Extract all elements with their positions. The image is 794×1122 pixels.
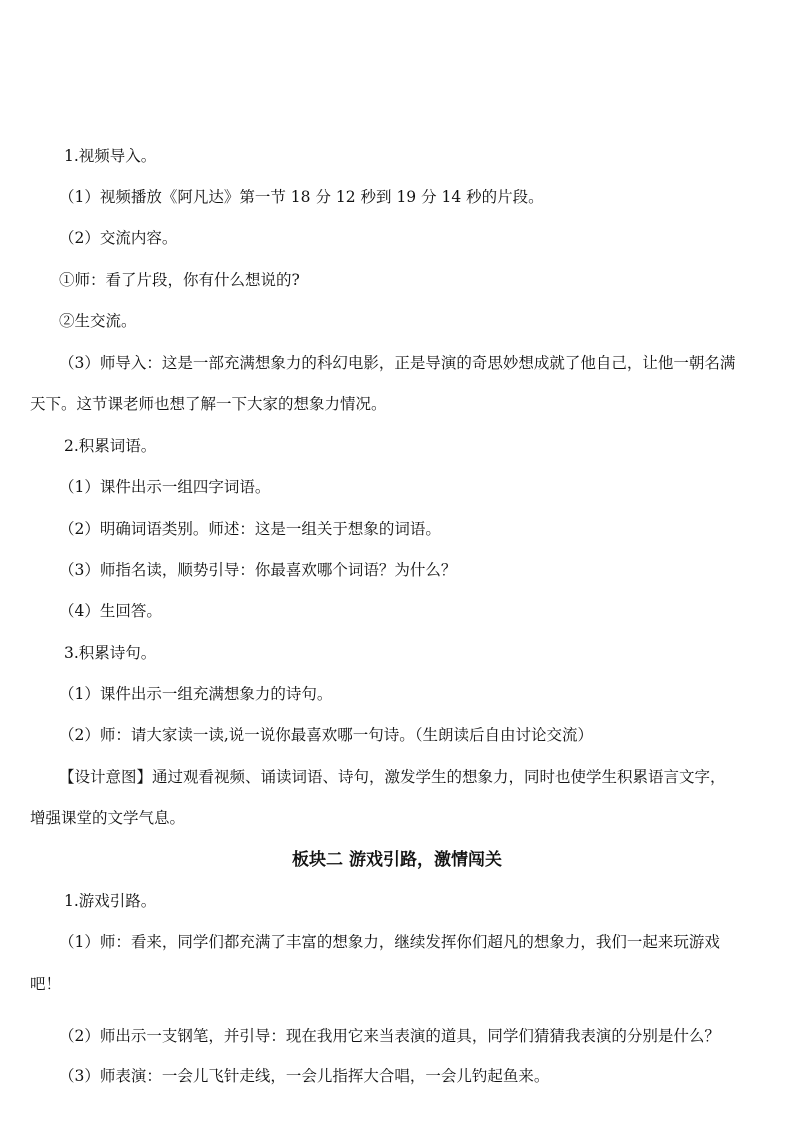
paragraph-continuation: 吧！ [30,975,62,993]
paragraph: （3）师导入：这是一部充满想象力的科幻电影，正是导演的奇思妙想成就了他自己，让他一朝名满 [59,354,736,372]
paragraph: ①师：看了片段，你有什么想说的? [59,271,300,289]
design-intent-note: 【设计意图】通过观看视频、诵读词语、诗句，激发学生的想象力，同时也使学生积累语言文字， [59,768,726,786]
section-heading: 板块二 游戏引路，激情闯关 [292,850,502,870]
paragraph: ②生交流。 [59,312,137,330]
section-item-2: 2.积累词语。 [64,437,157,455]
design-intent-note-continuation: 增强课堂的文学气息。 [30,809,186,827]
paragraph: （1）课件出示一组充满想象力的诗句。 [59,685,333,703]
section-item-1: 1.游戏引路。 [64,892,157,910]
paragraph: （3）师表演：一会儿飞针走线，一会儿指挥大合唱，一会儿钓起鱼来。 [59,1067,550,1085]
paragraph: （2）交流内容。 [59,229,178,247]
paragraph: （1）师：看来，同学们都充满了丰富的想象力，继续发挥你们超凡的想象力，我们一起来玩游戏 [59,933,720,951]
section-item-3: 3.积累诗句。 [64,644,157,662]
paragraph: （2）师出示一支钢笔，并引导：现在我用它来当表演的道具，同学们猜猜我表演的分别是什么？ [59,1027,720,1045]
paragraph: （1）视频播放《阿凡达》第一节 18 分 12 秒到 19 分 14 秒的片段。 [59,188,544,206]
paragraph: （2）师：请大家读一读,说一说你最喜欢哪一句诗。（生朗读后自由讨论交流） [59,726,594,744]
paragraph-continuation: 天下。这节课老师也想了解一下大家的想象力情况。 [30,395,387,413]
paragraph: （2）明确词语类别。师述：这是一组关于想象的词语。 [59,520,441,538]
paragraph: （3）师指名读，顺势引导：你最喜欢哪个词语？为什么？ [59,561,457,579]
paragraph: （1）课件出示一组四字词语。 [59,478,271,496]
paragraph: （4）生回答。 [59,602,162,620]
section-item-1: 1.视频导入。 [64,147,157,165]
